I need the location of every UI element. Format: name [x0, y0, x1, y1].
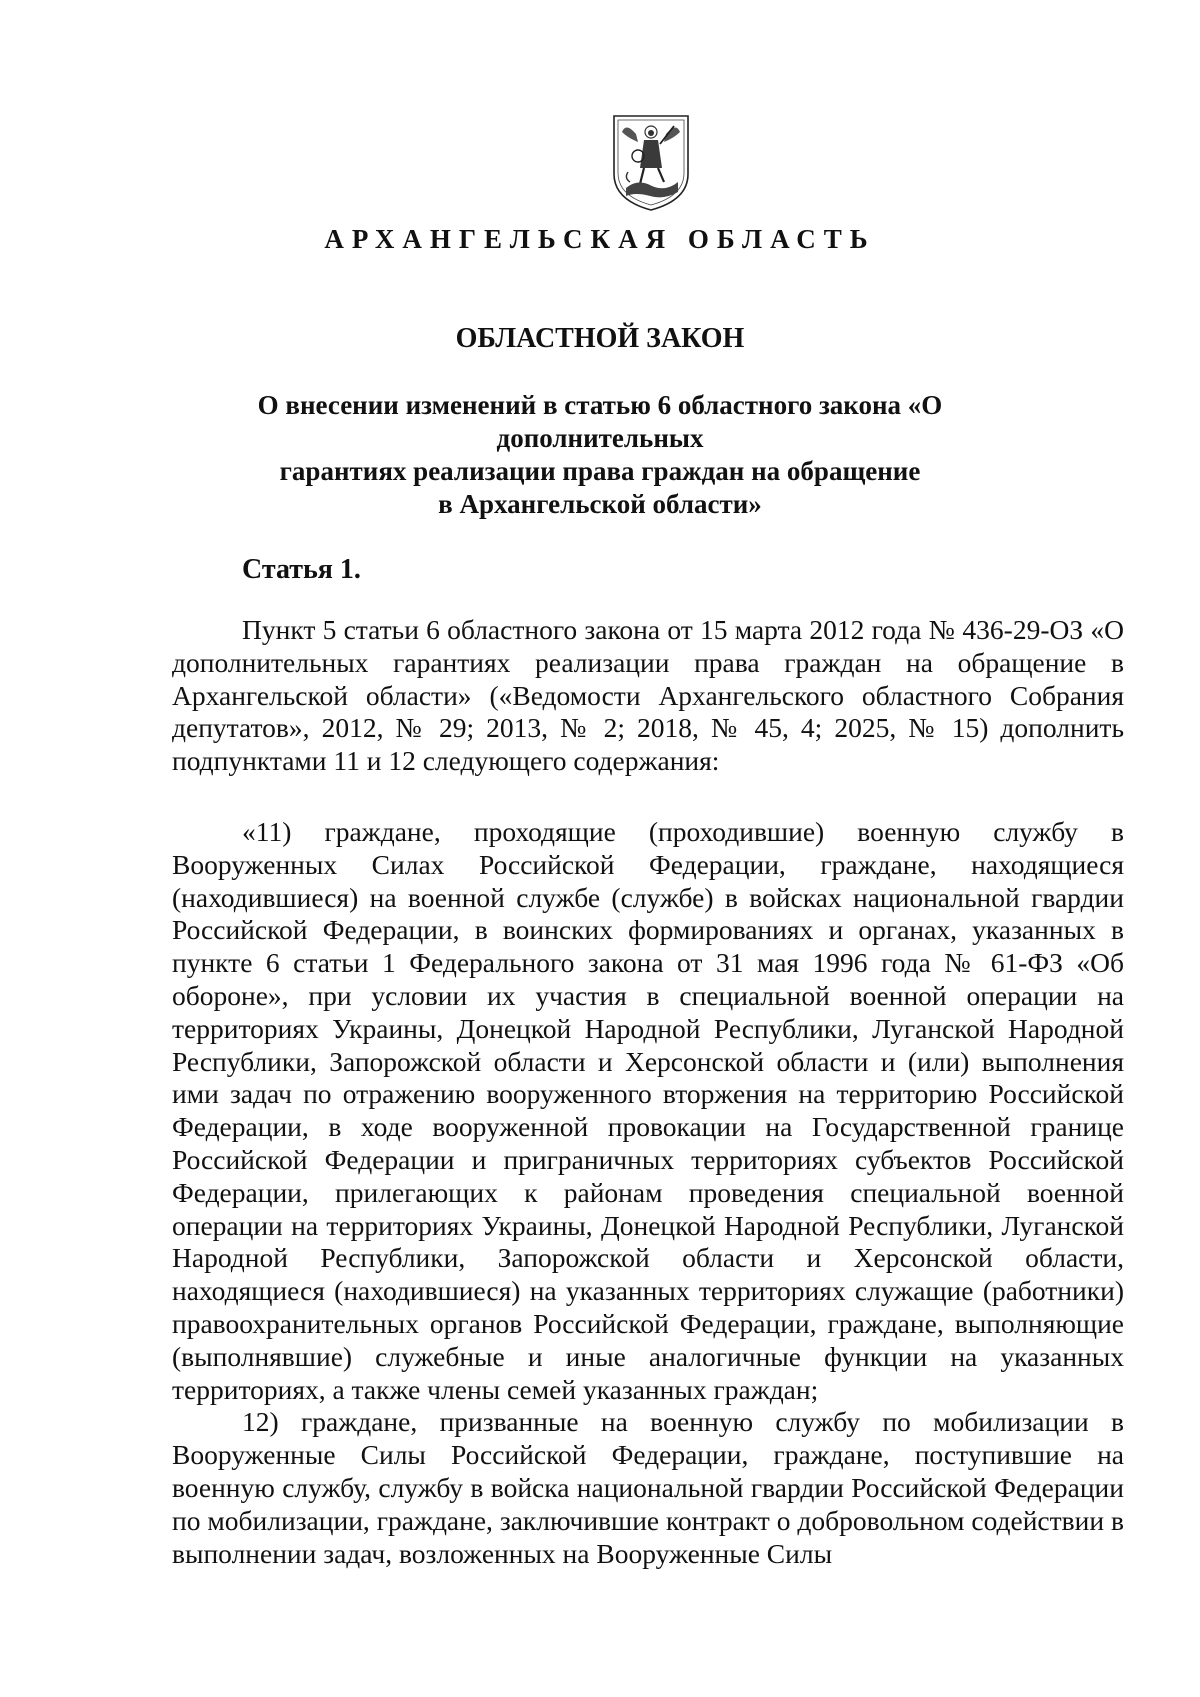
region-title: АРХАНГЕЛЬСКАЯ ОБЛАСТЬ [324, 224, 876, 254]
law-type-heading: ОБЛАСТНОЙ ЗАКОН [455, 323, 745, 354]
law-title [160, 389, 1040, 521]
item-11-paragraph: «11) граждане, проходящие (проходившие) военную службу в Вооруженных Силах Российской Федерации, граждане, находящиеся (находившиеся) на военной службе (службе) в войсках национальной гвардии Российской Федерации, в воинских формированиях и органах, указанных в пункте 6 статьи 1 Федерального закона от 31 мая 1996 года № 61-ФЗ «Об обороне», при условии их участия в специальной военной операции на территориях Украины, Донецкой Народной Республики, Луганской Народной Республики, Запорожской области и Херсонской области и (или) выполнения ими задач по отражению вооруженного вторжения на территорию Российской Федерации, в ходе вооруженной провокации на Государственной границе Российской Федерации и приграничных территориях субъектов Российской Федерации, прилегающих к районам проведения специальной военной операции на территориях Украины, Донецкой Народной Республики, Луганской Народной Республики, Запорожской области и Херсонской области, находящиеся (находившиеся) на указанных территориях служащие (работники) правоохранительных органов Российской Федерации, граждане, выполняющие (выполнявшие) служебные и иные аналогичные функции на указанных территориях, а также члены семей указанных граждан; [172, 816, 1124, 1405]
law-title-line-1: О внесении изменений в статью 6 областного закона «О дополнительных [257, 390, 943, 453]
article-intro-paragraph: Пункт 5 статьи 6 областного закона от 15 марта 2012 года № 436-29-ОЗ «О дополнительных гарантиях реализации права граждан на обращение в Архангельской области» («Ведомости Архангельского областного Собрания депутатов», 2012, № 29; 2013, № 2; 2018, № 45, 4; 2025, № 15) дополнить подпунктами 11 и 12 следующего содержания: [172, 614, 1124, 777]
item-12-paragraph: 12) граждане, призванные на военную службу по мобилизации в Вооруженные Силы Российской Федерации, граждане, поступившие на военную службу, службу в войска национальной гвардии Российской Федерации по мобилизации, граждане, заключившие контракт о добровольном содействии в выполнении задач, возложенных на Вооруженные Силы [172, 1406, 1124, 1569]
article-intro [172, 614, 1124, 778]
article-items [172, 816, 1124, 1570]
article-heading: Статья 1. [242, 554, 361, 585]
coat-of-arms-icon [608, 112, 694, 214]
law-title-line-3: в Архангельской области» [438, 489, 762, 519]
law-title-line-2: гарантиях реализации права граждан на обращение [279, 456, 921, 486]
